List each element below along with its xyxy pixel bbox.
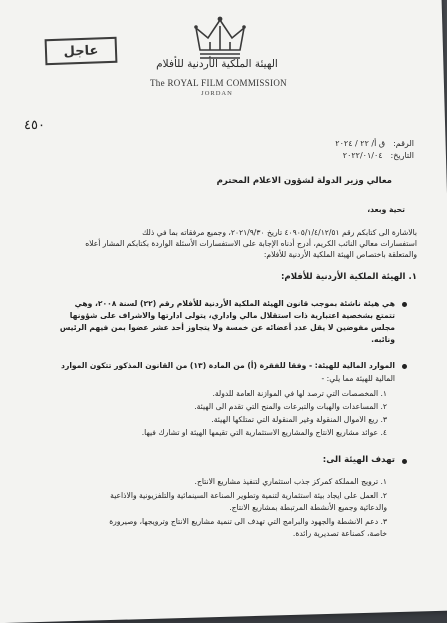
ref-label: الرقم: [393, 139, 414, 148]
urgent-stamp [45, 37, 118, 65]
org-name-arabic: الهيئة الملكية الأردنية للأفلام [156, 58, 278, 70]
intro-line: والمتعلقة باختصاص الهيئة الملكية الأردنية للأفلام: [263, 250, 417, 259]
date-line [343, 151, 414, 160]
section2-item: ٢. المساعدات والهبات والتبرعات والمنح التي تقدم الى الهيئة. [194, 402, 387, 411]
section1-line: هي هيئة ناشئة بموجب قانون الهيئة الملكية الأردنية للأفلام رقم (٢٢) لسنة ٢٠٠٨، وهي [74, 299, 395, 308]
section3-item: خاصة، كصناعة تصديرية رائدة. [292, 529, 387, 538]
section3-item: ٢. العمل على ايجاد بيئة استثمارية لتنمية وتطوير الصناعة السينمائية والتلفزيونية والاذاعية [110, 491, 387, 500]
section1-line: ونائبه. [371, 335, 395, 344]
intro-line: استفسارات معالي النائب الكريم، أدرج أدناه الإجابة على الاستفسارات الأسئلة الواردة بكتابكم المشار أعلاه [85, 239, 417, 248]
section2-item: ٤. عوائد مشاريع الانتاج والمشاريع الاستثمارية التي تقيمها الهيئة او تشارك فيها. [141, 428, 387, 437]
section3-item: ١. ترويج المملكة كمركز جذب استثماري لتنفيذ مشاريع الانتاج. [194, 477, 387, 486]
bullet-icon [402, 364, 407, 369]
section3-item: والدعائية وجميع الأنشطة المرتبطة بمشاريع الانتاج. [229, 503, 387, 512]
crown-logo-icon [190, 14, 250, 62]
section1-title: ١. الهيئة الملكية الأردنية للأفلام: [280, 272, 417, 282]
greeting: تحية وبعد، [367, 205, 405, 214]
handwritten-number: ٤٥٠ [24, 118, 45, 133]
section2-title: الموارد المالية للهيئة: - وفقا للفقرة (أ) من المادة (١٣) من القانون المذكور تتكون الموارد [61, 361, 395, 370]
section1-line: تتمتع بشخصية اعتبارية ذات استقلال مالي واداري، يتولى ادارتها والاشراف على شؤونها [69, 311, 395, 320]
intro-line: بالاشارة الى كتابكم رقم ٤٠٩٠٥/١/٤/١٢/٥١ تاريخ ٢٠٢١/٩/٣٠، وجميع مرفقاته بما في ذلك [142, 228, 417, 237]
reference-number-line [335, 139, 414, 148]
org-name-english: The ROYAL FILM COMMISSION [150, 78, 287, 88]
bullet-icon [402, 302, 407, 307]
section1-line: مجلس مفوضين لا يقل عدد أعضائه عن خمسة ولا يتجاوز أحد عشر عضوا بمن فيهم الرئيس [59, 323, 395, 332]
ref-value: ق أ/ ٢٢ / ٢٠٢٤ [335, 139, 386, 148]
bullet-icon [402, 459, 407, 464]
section3-item: ٣. دعم الانشطة والجهود والبرامج التي تهدف الى تنمية مشاريع الانتاج وترويجها، وصيرورة [109, 517, 387, 526]
section2-item: ١. المخصصات التي ترصد لها في الموازنة العامة للدولة. [212, 389, 387, 398]
date-label: التاريخ: [390, 151, 414, 160]
section2-item: ٣. ريع الاموال المنقولة وغير المنقولة التي تمتلكها الهيئة. [211, 415, 387, 424]
date-value: ٢٠٢٢/٠١/٠٤ [342, 151, 383, 160]
addressee: معالي وزير الدولة لشؤون الاعلام المحترم [216, 176, 392, 186]
org-country: JORDAN [201, 90, 233, 97]
section3-title: تهدف الهيئة الى: [322, 455, 395, 465]
section2-sub: المالية للهيئة مما يلي: - [321, 374, 395, 383]
urgent-stamp-label: عاجل [63, 42, 99, 60]
